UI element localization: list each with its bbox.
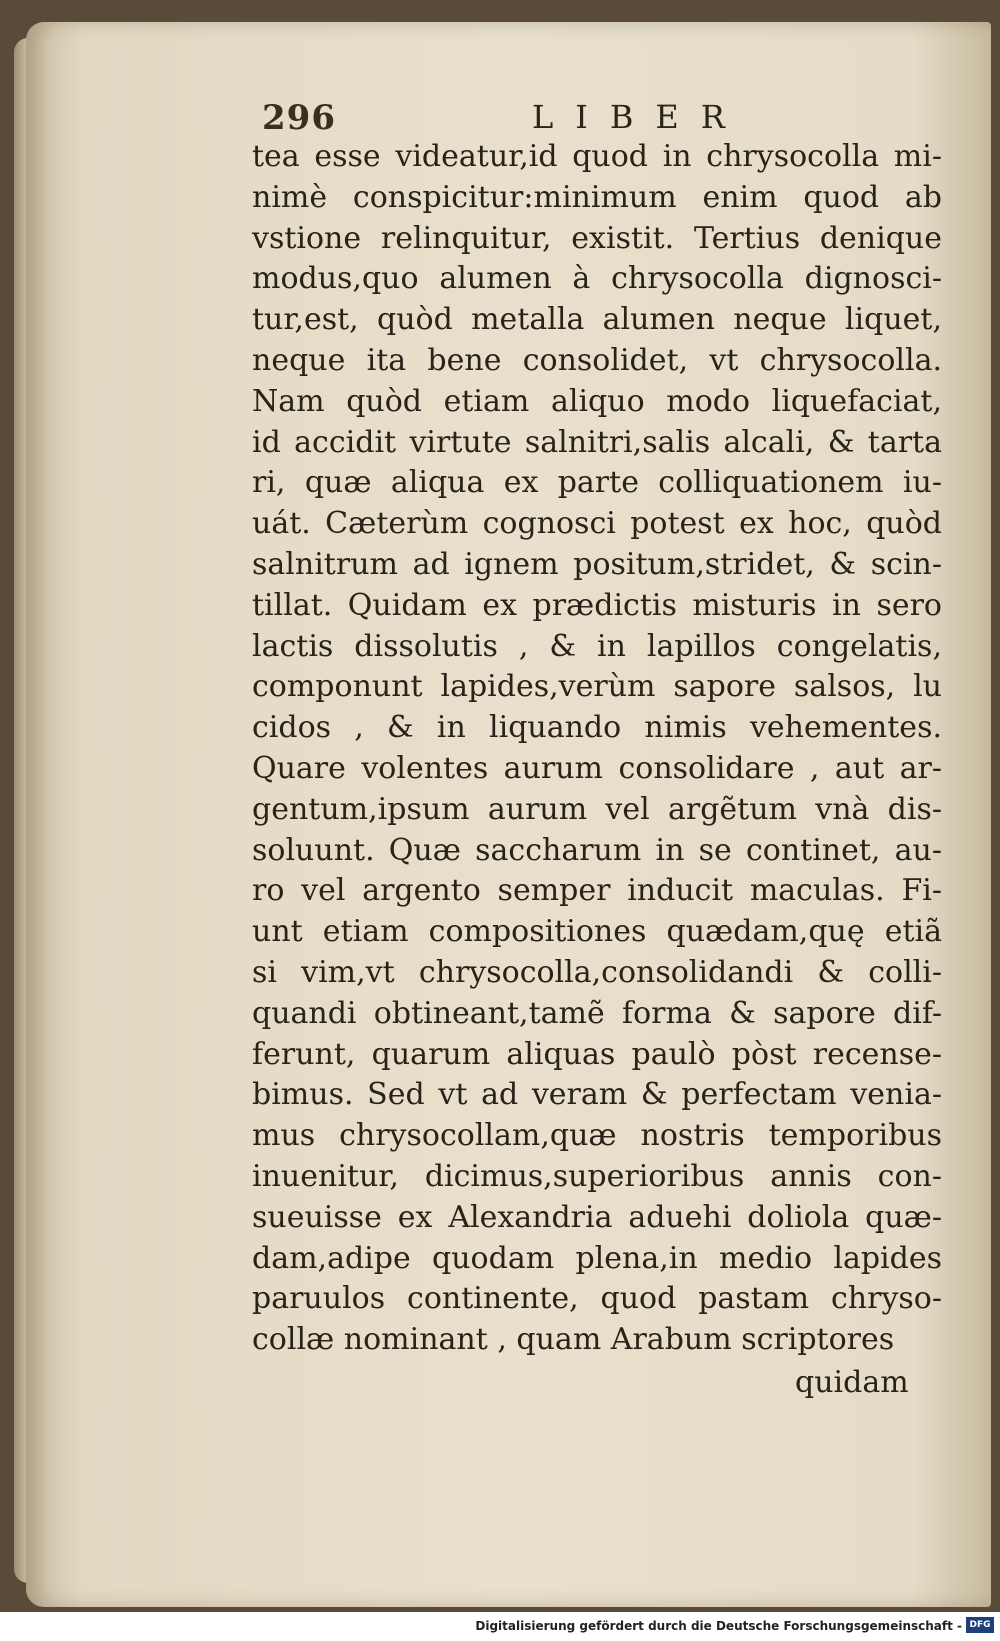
text-line: inuenitur, dicimus,superioribus annis con- [252,1158,942,1194]
text-line: neque ita bene consolidet, vt chrysocolla. [252,342,942,378]
text-line: collæ nominant , quam Arabum scriptores [252,1322,895,1358]
text-line: soluunt. Quæ saccharum in se continet, au- [252,832,942,868]
text-line: tillat. Quidam ex prædictis misturis in sero [252,587,942,623]
page-number: 296 [262,98,336,138]
catchword: quidam [795,1365,909,1400]
text-line: ri, quæ aliqua ex parte colliquationem iu- [252,465,942,501]
running-head: LIBER [532,98,747,136]
text-line: unt etiam compositiones quædam,quę etiã [252,914,942,950]
text-line: sueuisse ex Alexandria aduehi doliola quæ- [252,1199,942,1235]
text-line: bimus. Sed vt ad veram & perfectam venia- [252,1077,942,1113]
text-line: tur,est, quòd metalla alumen neque liquet, [252,302,942,338]
text-line: tea esse videatur,id quod in chrysocolla mi- [252,139,942,174]
text-line: id accidit virtute salnitri,salis alcali, & tarta [252,424,942,460]
text-line: modus,quo alumen à chrysocolla dignosci- [252,261,942,297]
text-line: gentum,ipsum aurum vel argẽtum vnà dis- [252,791,942,827]
text-line: Nam quòd etiam aliquo modo liquefaciat, [252,383,942,419]
funding-credit: Digitalisierung gefördert durch die Deutsche Forschungsgemeinschaft - [475,1619,962,1633]
text-line: quandi obtineant,tamẽ forma & sapore dif- [252,995,942,1031]
text-line: uát. Cæterùm cognosci potest ex hoc, quòd [252,506,942,542]
text-line: salnitrum ad ignem positum,stridet, & scin- [252,546,942,582]
body-text [252,137,942,1361]
text-line: Quare volentes aurum consolidare , aut ar- [252,750,942,786]
text-line: si vim,vt chrysocolla,consolidandi & colli- [252,954,942,990]
text-line: vstione relinquitur, existit. Tertius denique [252,220,942,256]
text-line: componunt lapides,verùm sapore salsos, lu [252,669,942,705]
text-line: mus chrysocollam,quæ nostris temporibus [252,1118,942,1154]
dfg-logo-icon: DFG [966,1617,994,1633]
text-line: ferunt, quarum aliquas paulò pòst recense- [252,1036,942,1072]
text-line: dam,adipe quodam plena,in medio lapides [252,1240,942,1276]
text-line: nimè conspicitur:minimum enim quod ab [252,179,942,215]
text-line: paruulos continente, quod pastam chryso- [252,1281,942,1317]
text-line: ro vel argento semper inducit maculas. Fi- [252,873,942,909]
text-line: lactis dissolutis , & in lapillos congelatis, [252,628,942,664]
text-line: cidos , & in liquando nimis vehementes. [252,710,942,746]
page-header [262,98,747,138]
